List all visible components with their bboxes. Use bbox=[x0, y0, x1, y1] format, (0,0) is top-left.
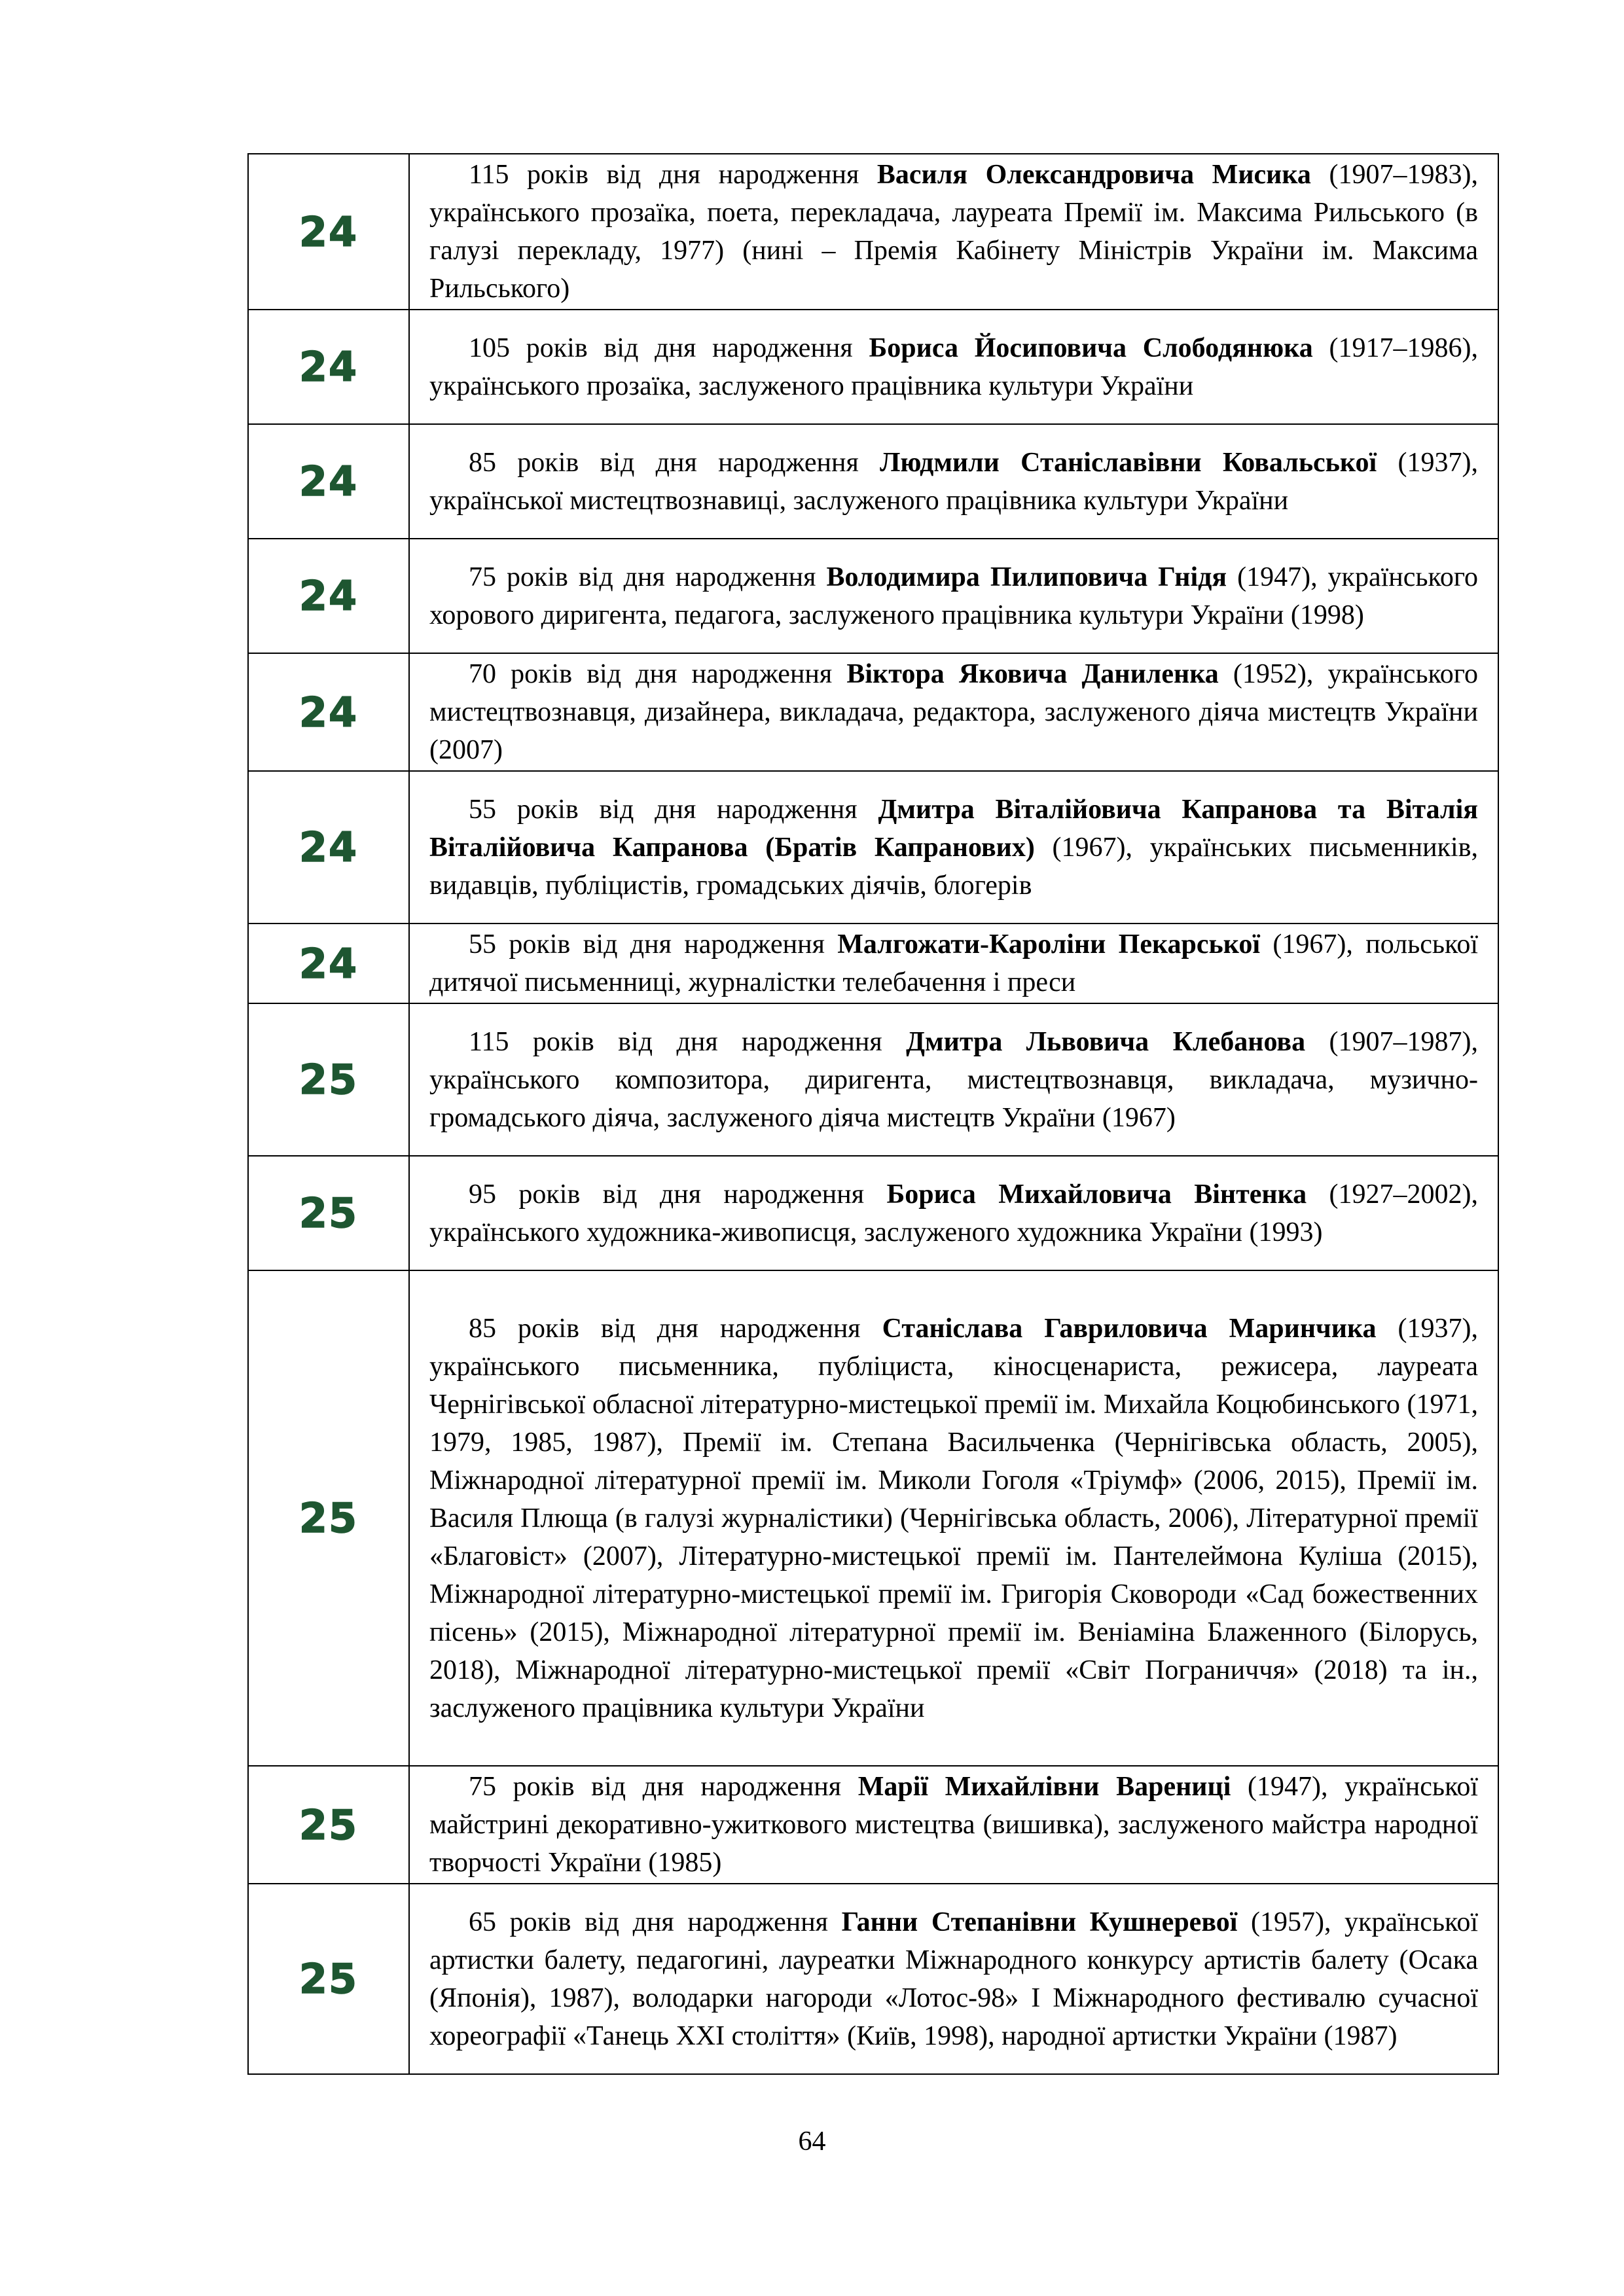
person-name: Станіслава Гавриловича Маринчика bbox=[882, 1313, 1377, 1344]
day-number: 24 bbox=[298, 572, 359, 620]
entry-text bbox=[429, 1023, 1478, 1137]
entry-cell bbox=[409, 424, 1498, 539]
person-name: Дмитра Віталійовича Капранова та Віталія Віталійовича Капранова (Братів Капранових) bbox=[429, 794, 1479, 863]
person-name: Віктора Яковича Даниленка bbox=[846, 659, 1219, 689]
day-cell bbox=[248, 771, 409, 924]
person-name: Марії Михайлівни Варениці bbox=[857, 1772, 1231, 1802]
entry-details: (1937), української мистецтвознавиці, заслуженого працівника культури України bbox=[429, 447, 1478, 516]
entry-details: (1907–1983), українського прозаїка, поета, перекладача, лауреата Премії ім. Максима Рильського (в галузі перекладу, 1977) (нині – Премія Кабінету Міністрів України ім. Максима Рильського) bbox=[429, 160, 1478, 304]
day-cell bbox=[248, 924, 409, 1003]
table-row bbox=[248, 771, 1498, 924]
entry-text bbox=[429, 1310, 1478, 1727]
entry-text bbox=[429, 1768, 1478, 1882]
day-number: 25 bbox=[298, 1056, 359, 1103]
entry-cell bbox=[409, 653, 1498, 771]
entry-intro: 115 років від дня народження bbox=[469, 1026, 907, 1057]
entry-intro: 85 років від дня народження bbox=[469, 1313, 882, 1344]
day-cell bbox=[248, 424, 409, 539]
entry-text bbox=[429, 1175, 1478, 1251]
day-number: 25 bbox=[298, 1189, 359, 1237]
day-cell bbox=[248, 1884, 409, 2074]
entry-intro: 55 років від дня народження bbox=[469, 794, 878, 825]
table-row bbox=[248, 1766, 1498, 1884]
person-name: Бориса Михайловича Вінтенка bbox=[886, 1179, 1307, 1210]
day-cell bbox=[248, 1270, 409, 1766]
day-number: 24 bbox=[298, 207, 359, 256]
entry-details: (1947), української майстрині декоративно-ужиткового мистецтва (вишивка), заслуженого майстра народної творчості України (1985) bbox=[429, 1772, 1479, 1878]
entry-intro: 65 років від дня народження bbox=[469, 1907, 842, 1937]
day-cell bbox=[248, 653, 409, 771]
entry-details: (1917–1986), українського прозаїка, заслуженого працівника культури України bbox=[429, 332, 1478, 401]
entry-details: (1952), українського мистецтвознавця, дизайнера, викладача, редактора, заслуженого діяча мистецтв України (2007) bbox=[429, 659, 1478, 765]
day-number: 24 bbox=[298, 457, 359, 505]
entry-intro: 95 років від дня народження bbox=[469, 1179, 887, 1210]
entry-cell bbox=[409, 1156, 1498, 1270]
entry-cell bbox=[409, 310, 1498, 424]
entry-details: (1947), українського хорового диригента, педагога, заслуженого працівника культури України (1998) bbox=[429, 562, 1478, 630]
entry-text bbox=[429, 156, 1478, 308]
entry-cell bbox=[409, 924, 1498, 1003]
entry-intro: 75 років від дня народження bbox=[469, 1772, 858, 1802]
entry-text bbox=[429, 1903, 1478, 2055]
day-cell bbox=[248, 154, 409, 310]
entry-details: (1967), польської дитячої письменниці, журналістки телебачення і преси bbox=[429, 929, 1478, 997]
entry-cell bbox=[409, 539, 1498, 653]
table-row bbox=[248, 1884, 1498, 2074]
table-row bbox=[248, 1270, 1498, 1766]
entry-intro: 75 років від дня народження bbox=[469, 562, 827, 592]
day-number: 25 bbox=[298, 1955, 359, 2003]
entry-cell bbox=[409, 1884, 1498, 2074]
anniversary-table-body bbox=[248, 154, 1498, 2074]
entry-cell bbox=[409, 771, 1498, 924]
day-number: 25 bbox=[298, 1494, 359, 1542]
person-name: Дмитра Львовича Клебанова bbox=[906, 1026, 1306, 1057]
day-number: 24 bbox=[298, 823, 359, 871]
person-name: Малгожати-Кароліни Пекарської bbox=[837, 929, 1261, 960]
day-cell bbox=[248, 310, 409, 424]
person-name: Володимира Пилиповича Гнідя bbox=[826, 562, 1227, 592]
day-number: 24 bbox=[298, 688, 359, 736]
entry-details: (1937), українського письменника, публіциста, кіносценариста, режисера, лауреата Чернігівської обласної літературно-мистецької премії ім. Михайла Коцюбинського (1971, 1979, 1985, 1987), Премії ім. Степана Васильченка (Чернігівська область, 2005), Міжнародної літературної премії ім. Миколи Гоголя «Тріумф» (2006, 2015), Премії ім. Василя Плюща (в галузі журналістики) (Чернігівська область, 2006), Літературної премії «Благовіст» (2007), Літературно-мистецької премії ім. Пантелеймона Куліша (2015), Міжнародної літературно-мистецької премії ім. Григорія Сковороди «Сад божественних пісень» (2015), Міжнародної літературної премії ім. Веніаміна Блаженного (Білорусь, 2018), Міжнародної літературно-мистецької премії «Світ Пограниччя» (2018) та ін., заслуженого працівника культури України bbox=[429, 1313, 1478, 1723]
table-row bbox=[248, 154, 1498, 310]
entry-text bbox=[429, 925, 1478, 1001]
table-row bbox=[248, 1003, 1498, 1156]
entry-intro: 115 років від дня народження bbox=[469, 160, 877, 190]
entry-details: (1967), українських письменників, видавців, публіцистів, громадських діячів, блогерів bbox=[429, 832, 1478, 901]
entry-text bbox=[429, 444, 1478, 520]
person-name: Людмили Станіславівни Ковальської bbox=[880, 447, 1377, 478]
entry-cell bbox=[409, 154, 1498, 310]
table-row bbox=[248, 924, 1498, 1003]
entry-text bbox=[429, 558, 1478, 634]
day-number: 24 bbox=[298, 343, 359, 391]
entry-intro: 85 років від дня народження bbox=[469, 447, 880, 478]
table-row bbox=[248, 310, 1498, 424]
person-name: Бориса Йосиповича Слободянюка bbox=[869, 332, 1313, 363]
day-cell bbox=[248, 1156, 409, 1270]
day-cell bbox=[248, 539, 409, 653]
table-row bbox=[248, 424, 1498, 539]
entry-text bbox=[429, 791, 1478, 905]
entry-cell bbox=[409, 1003, 1498, 1156]
table-row bbox=[248, 1156, 1498, 1270]
table-row bbox=[248, 653, 1498, 771]
anniversary-table bbox=[247, 153, 1499, 2075]
entry-intro: 55 років від дня народження bbox=[469, 929, 838, 960]
day-cell bbox=[248, 1766, 409, 1884]
person-name: Василя Олександровича Мисика bbox=[876, 160, 1311, 190]
entry-intro: 105 років від дня народження bbox=[469, 332, 869, 363]
entry-text bbox=[429, 655, 1478, 769]
entry-cell bbox=[409, 1270, 1498, 1766]
day-number: 24 bbox=[298, 939, 359, 988]
entry-intro: 70 років від дня народження bbox=[469, 659, 847, 689]
day-cell bbox=[248, 1003, 409, 1156]
page-number: 64 bbox=[798, 2126, 826, 2157]
person-name: Ганни Степанівни Кушнеревої bbox=[841, 1907, 1238, 1937]
table-row bbox=[248, 539, 1498, 653]
entry-details: (1957), української артистки балету, педагогині, лауреатки Міжнародного конкурсу артистів балету (Осака (Японія), 1987), володарки нагороди «Лотос-98» І Міжнародного фестивалю сучасної хореографії «Танець ХХІ століття» (Київ, 1998), народної артистки України (1987) bbox=[429, 1907, 1478, 2051]
entry-details: (1927–2002), українського художника-живописця, заслуженого художника України (1993) bbox=[429, 1179, 1479, 1247]
entry-cell bbox=[409, 1766, 1498, 1884]
entry-details: (1907–1987), українського композитора, диригента, мистецтвознавця, викладача, музично-громадського діяча, заслуженого діяча мистецтв України (1967) bbox=[429, 1026, 1478, 1133]
entry-text bbox=[429, 329, 1478, 405]
day-number: 25 bbox=[298, 1801, 359, 1849]
